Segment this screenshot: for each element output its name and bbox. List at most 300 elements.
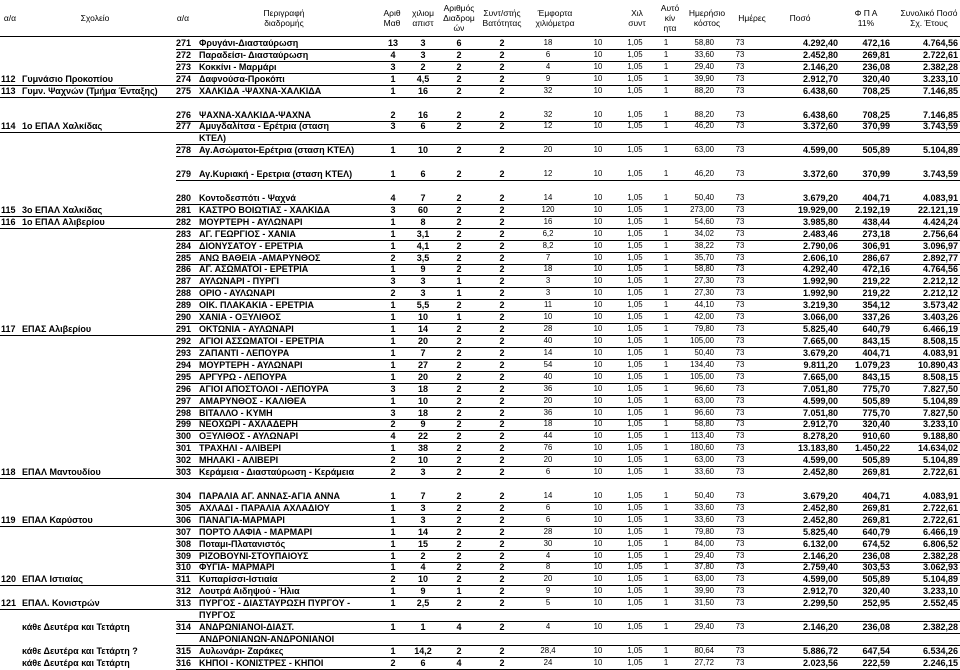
cell-km: 18 [417,407,428,418]
cell-aa [1,657,21,669]
cell-daily: 273,00 [690,204,714,214]
cell-trips: 2 [456,347,462,358]
cell-kmc: 10 [593,359,603,369]
cell-rid: 314 [176,622,192,633]
cell-daily: 80,64 [694,645,714,655]
cell-c1: 1,05 [627,264,643,274]
cell-amount: 2.146,20 [802,61,838,72]
cell-veh: 1 [663,192,669,202]
cell-rid: 283 [176,228,192,239]
table-row [0,359,960,371]
cell-amount: 3.679,20 [802,192,838,203]
cell-total: 2.382,28 [922,622,958,633]
cell-students: 1 [390,526,396,537]
cell-aa [1,430,21,442]
cell-school [22,299,172,311]
cell-aa: 116 [1,216,16,227]
cell-loaded: 8 [545,562,551,572]
cell-trips: 2 [456,216,462,227]
cell-aa [1,407,21,419]
cell-days: 73 [735,38,745,47]
cell-vat: 404,71 [862,347,890,358]
cell-route: Φρυγάνι-Διασταύρωση [199,38,299,48]
cell-rid: 301 [176,443,192,454]
cell-vat: 320,40 [862,73,890,84]
cell-amount: 4.292,40 [802,264,838,275]
cell-total: 2.212,12 [922,288,958,299]
cell-students: 2 [390,109,396,120]
cell-veh: 1 [663,657,669,667]
cell-coef: 2 [499,347,505,358]
cell-rid: 296 [176,383,192,394]
cell-c1: 1,05 [627,324,643,334]
cell-kmc: 10 [593,228,603,238]
cell-daily: 134,40 [690,359,714,369]
cell-school [22,633,172,645]
cell-school [22,418,172,430]
cell-school [22,442,172,454]
cell-coef: 2 [499,371,505,382]
cell-veh: 1 [663,216,669,226]
cell-days: 73 [735,192,745,202]
cell-aa [1,454,21,466]
cell-school [22,502,172,514]
cell-loaded: 18 [543,419,553,429]
cell-amount: 2.606,10 [802,252,838,263]
cell-vat: 404,71 [862,192,890,203]
cell-kmc: 10 [593,216,603,226]
cell-coef: 2 [499,622,505,633]
cell-students: 1 [390,645,396,656]
cell-loaded: 6,2 [542,228,554,238]
cell-trips: 4 [456,622,462,633]
cell-veh [658,633,674,645]
cell-c1 [616,132,654,144]
cell-veh: 1 [663,85,669,95]
cell-loaded: 9 [545,73,551,83]
cell-trips: 2 [456,574,462,585]
cell-veh: 1 [663,300,669,310]
cell-daily: 33,60 [694,467,714,477]
cell-route: Αμυγδαλίτσα - Ερέτρια (σταση [199,121,330,132]
cell-aa [1,609,21,621]
cell-route: ΒΙΤΑΛΛΟ - ΚΥΜΗ [199,407,273,418]
cell-vat: 236,08 [862,622,890,633]
cell-trips: 2 [456,598,462,609]
cell-rid [176,132,196,144]
cell-days: 73 [735,407,745,417]
cell-school [22,240,172,252]
header-students: Αριθ Μαθ [383,8,401,28]
cell-days: 73 [735,622,745,632]
cell-trips: 2 [456,109,462,120]
cell-c1: 1,05 [627,526,643,536]
cell-aa [1,37,21,49]
cell-route: ΔΙΟΝΥΣΑΤΟΥ - ΕΡΕΤΡΙΑ [199,240,304,251]
cell-daily: 180,60 [690,443,714,453]
cell-veh: 1 [663,455,669,465]
table-row [0,526,960,538]
cell-route: ΤΡΑΧΗΛΙ - ΑΛΙΒΕΡΙ [199,443,282,454]
cell-trips [440,132,478,144]
cell-vat: 472,16 [862,264,890,275]
cell-veh: 1 [663,371,669,381]
cell-total: 8.508,15 [922,336,958,346]
cell-trips: 1 [456,276,462,287]
cell-km: 3 [420,467,426,478]
cell-aa [1,335,21,347]
cell-aa [1,633,21,645]
cell-loaded: 4 [545,550,551,560]
cell-veh: 1 [663,562,669,572]
cell-kmc: 10 [593,407,603,417]
cell-school [22,132,172,144]
cell-amount [760,609,838,621]
cell-rid: 293 [176,347,192,358]
cell-km: 6 [420,169,426,180]
cell-km: 10 [417,395,428,406]
cell-veh: 1 [663,502,669,512]
cell-coef: 2 [499,407,505,418]
cell-amount: 1.992,90 [802,276,838,287]
table-row [0,621,960,633]
cell-veh: 1 [663,61,669,71]
cell-route: Αγ.Ασώματοι-Ερέτρια (σταση ΚΤΕΛ) [199,145,355,156]
cell-students: 1 [390,538,396,549]
cell-veh: 1 [663,121,669,131]
cell-c1: 1,05 [627,61,643,71]
cell-vat: 505,89 [862,574,890,585]
cell-loaded [528,132,568,144]
cell-c1: 1,05 [627,419,643,429]
cell-coef: 2 [499,443,505,454]
cell-rid: 286 [176,264,192,275]
cell-total: 4.764,56 [922,38,958,48]
cell-vat: 843,15 [862,371,890,382]
cell-rid [176,609,196,621]
table-row [0,120,960,132]
cell-veh: 1 [663,574,669,584]
cell-km: 3 [420,514,426,525]
header-amount: Ποσό [789,13,811,23]
cell-aa [1,192,21,204]
cell-kmc: 10 [593,336,603,345]
table-row [0,395,960,407]
cell-loaded: 8,2 [542,240,554,250]
cell-route: ΟΚΤΩΝΙΑ - ΑΥΛΩΝΑΡΙ [199,324,294,335]
cell-total: 4.083,91 [922,347,958,358]
cell-daily [674,633,714,645]
cell-total: 3.233,10 [922,73,958,84]
cell-km [406,132,440,144]
cell-days: 73 [735,598,745,608]
cell-school [22,49,172,61]
cell-loaded: 16 [543,216,553,226]
cell-c1: 1,05 [627,562,643,572]
cell-c1: 1,05 [627,538,643,548]
cell-trips: 2 [456,73,462,84]
cell-rid: 310 [176,562,192,573]
cell-total: 2.382,28 [922,61,958,72]
cell-total: 3.403,26 [922,312,958,323]
cell-route: ΠΟΡΤΟ ΛΑΦΙΑ - ΜΑΡΜΑΡΙ [199,526,313,537]
cell-days: 73 [735,574,745,584]
cell-km: 3 [420,49,426,60]
cell-veh: 1 [663,73,669,83]
cell-rid: 282 [176,216,192,227]
cell-coef: 2 [499,514,505,525]
cell-days: 73 [735,228,745,238]
cell-students: 1 [390,347,396,358]
header-aa: α/α [3,13,17,23]
cell-kmc: 10 [593,324,603,334]
cell-kmc: 10 [593,490,603,500]
cell-veh: 1 [663,431,669,441]
cell-kmc: 10 [593,467,603,477]
cell-trips: 2 [456,645,462,656]
cell-route: Αυλωνάρι- Ζαράκες [199,645,284,656]
cell-students: 1 [390,562,396,573]
header-school: Σχολείο [80,13,110,23]
cell-coef: 2 [499,216,505,227]
cell-aa [1,502,21,514]
table-row [0,573,960,585]
cell-students: 1 [390,490,396,501]
cell-aa [1,538,21,550]
cell-coef: 2 [499,276,505,287]
cell-school [22,454,172,466]
cell-rid: 289 [176,300,192,311]
cell-km: 1 [420,622,426,633]
cell-students: 1 [390,395,396,406]
cell-km: 4,5 [416,73,430,84]
cell-km: 9 [420,586,426,597]
cell-amount: 3.679,20 [802,347,838,358]
cell-total: 6.466,19 [922,526,958,537]
cell-students: 2 [390,574,396,585]
cell-trips: 2 [456,431,462,442]
cell-aa [1,49,21,61]
cell-kmc: 10 [593,526,603,536]
cell-rid: 305 [176,502,192,513]
cell-km: 5,5 [416,300,430,311]
cell-loaded: 28 [543,526,553,536]
cell-students [380,633,406,645]
cell-aa [1,132,21,144]
cell-school: ΕΠΑΛ Ιστιαίας [22,574,83,585]
cell-loaded: 36 [543,407,553,417]
cell-rid: 288 [176,288,192,299]
cell-loaded: 3 [545,288,551,298]
table-row [0,228,960,240]
cell-loaded: 36 [543,383,553,393]
cell-loaded: 12 [543,169,553,179]
cell-students: 3 [390,121,396,132]
cell-loaded: 10 [543,312,553,322]
cell-trips: 1 [456,288,462,299]
cell-daily: 29,40 [694,622,714,632]
cell-days: 73 [735,73,745,83]
cell-km: 7 [420,192,426,203]
cell-days: 73 [735,371,745,381]
cell-trips: 2 [456,324,462,335]
cell-rid: 276 [176,109,192,120]
cell-days: 73 [735,395,745,405]
cell-daily: 27,30 [694,276,714,286]
cell-days: 73 [735,288,745,298]
cell-trips: 2 [456,371,462,382]
cell-amount: 5.825,40 [802,324,838,335]
cell-school [22,407,172,419]
cell-kmc: 10 [593,38,603,47]
header-vat: Φ Π Α 11% [854,8,878,28]
table-row [0,323,960,335]
cell-c1: 1,05 [627,49,643,59]
cell-students: 3 [390,204,396,215]
cell-route: Κοντοδεσπότι - Ψαχνά [199,192,296,203]
cell-vat: 370,99 [862,169,890,180]
cell-vat: 273,18 [862,228,890,239]
cell-days: 73 [735,526,745,536]
cell-daily: 27,72 [694,657,714,667]
cell-vat: 222,59 [862,657,890,668]
cell-days: 73 [735,562,745,572]
cell-rid [176,633,196,645]
cell-days: 73 [735,443,745,453]
cell-coef: 2 [499,419,505,430]
cell-vat: 472,16 [862,38,890,48]
cell-c1: 1,05 [627,288,643,298]
cell-coef: 2 [499,336,505,346]
cell-students: 1 [390,586,396,597]
cell-trips: 2 [456,121,462,132]
cell-kmc: 10 [593,300,603,310]
cell-loaded: 4 [545,622,551,632]
cell-daily: 58,80 [694,264,714,274]
cell-vat: 505,89 [862,395,890,406]
table-row [0,287,960,299]
header-days: Ημέρες [738,13,766,23]
cell-km: 10 [417,455,428,466]
cell-daily: 34,02 [694,228,714,238]
cell-km: 3 [420,288,426,299]
cell-amount: 6.438,60 [802,109,838,120]
cell-vat [840,633,890,645]
cell-c1: 1,05 [627,240,643,250]
table-row [0,263,960,275]
cell-daily: 29,40 [694,550,714,560]
cell-total: 2.722,61 [922,467,958,478]
cell-days: 73 [735,169,745,179]
cell-loaded: 4 [545,61,551,71]
cell-amount: 7.665,00 [802,336,838,346]
cell-c1: 1,05 [627,371,643,381]
cell-daily [674,609,714,621]
cell-total [892,609,958,621]
cell-total: 2.552,45 [922,598,958,609]
cell-days: 73 [735,431,745,441]
cell-loaded: 24 [543,657,553,667]
cell-trips: 2 [456,526,462,537]
table-row [0,85,960,97]
cell-kmc: 10 [593,586,603,596]
cell-amount: 2.912,70 [802,586,838,597]
cell-loaded: 6 [545,49,551,59]
cell-amount [760,633,838,645]
cell-trips: 2 [456,455,462,466]
cell-trips: 2 [456,61,462,72]
cell-coef: 2 [499,645,505,656]
cell-veh: 1 [663,359,669,369]
header-km-coef: Χιλ συντ [628,8,646,28]
cell-route: ΑΓΙΟΙ ΑΣΣΩΜΑΤΟΙ - ΕΡΕΤΡΙΑ [199,336,325,346]
cell-aa [1,347,21,359]
cell-loaded: 120 [541,204,555,214]
cell-school [22,109,172,121]
cell-c1: 1,05 [627,598,643,608]
cell-aa [1,168,21,180]
header-daily-cost: Ημερήσιο κόστος [688,8,726,28]
cell-total: 4.764,56 [922,264,958,275]
cell-students: 3 [390,276,396,287]
cell-trips: 2 [456,192,462,203]
cell-kmc: 10 [593,49,603,59]
cell-kmc: 10 [593,598,603,608]
cell-loaded: 28,4 [540,645,556,655]
cell-rid: 304 [176,490,192,501]
cell-vat: 1.079,23 [854,359,890,370]
cell-days: 73 [735,514,745,524]
cell-coef: 2 [499,395,505,406]
cell-amount: 2.452,80 [802,467,838,478]
cell-loaded: 40 [543,371,553,381]
row-divider [0,97,960,98]
cell-daily: 33,60 [694,502,714,512]
cell-daily: 46,20 [694,169,714,179]
cell-total: 2.722,61 [922,502,958,513]
cell-vat: 306,91 [862,240,890,251]
cell-coef: 2 [499,586,505,597]
cell-total: 2.246,15 [922,657,958,668]
cell-aa [1,395,21,407]
cell-vat: 843,15 [862,336,890,346]
cell-c1: 1,05 [627,550,643,560]
cell-veh: 1 [663,645,669,655]
cell-trips: 2 [456,550,462,561]
cell-coef [478,633,526,645]
cell-total: 3.096,97 [922,240,958,251]
cell-trips: 2 [456,490,462,501]
cell-total: 3.233,10 [922,419,958,430]
cell-aa: 114 [1,121,16,132]
cell-trips: 2 [456,264,462,275]
cell-students: 4 [390,431,396,442]
cell-school [22,538,172,550]
cell-veh: 1 [663,38,669,47]
cell-amount: 2.452,80 [802,502,838,513]
cell-kmc: 10 [593,204,603,214]
cell-school: 1ο ΕΠΑΛ Χαλκίδας [22,121,103,132]
cell-kmc: 10 [593,85,603,95]
cell-c1: 1,05 [627,300,643,310]
table-row [0,275,960,287]
cell-school: ΕΠΑΛ Καρύστου [22,514,93,525]
cell-school [22,561,172,573]
cell-trips: 2 [456,359,462,370]
cell-aa [1,371,21,383]
cell-aa: 118 [1,467,16,478]
cell-route: ΟΡΙΟ - ΑΥΛΩΝΑΡΙ [199,288,275,299]
